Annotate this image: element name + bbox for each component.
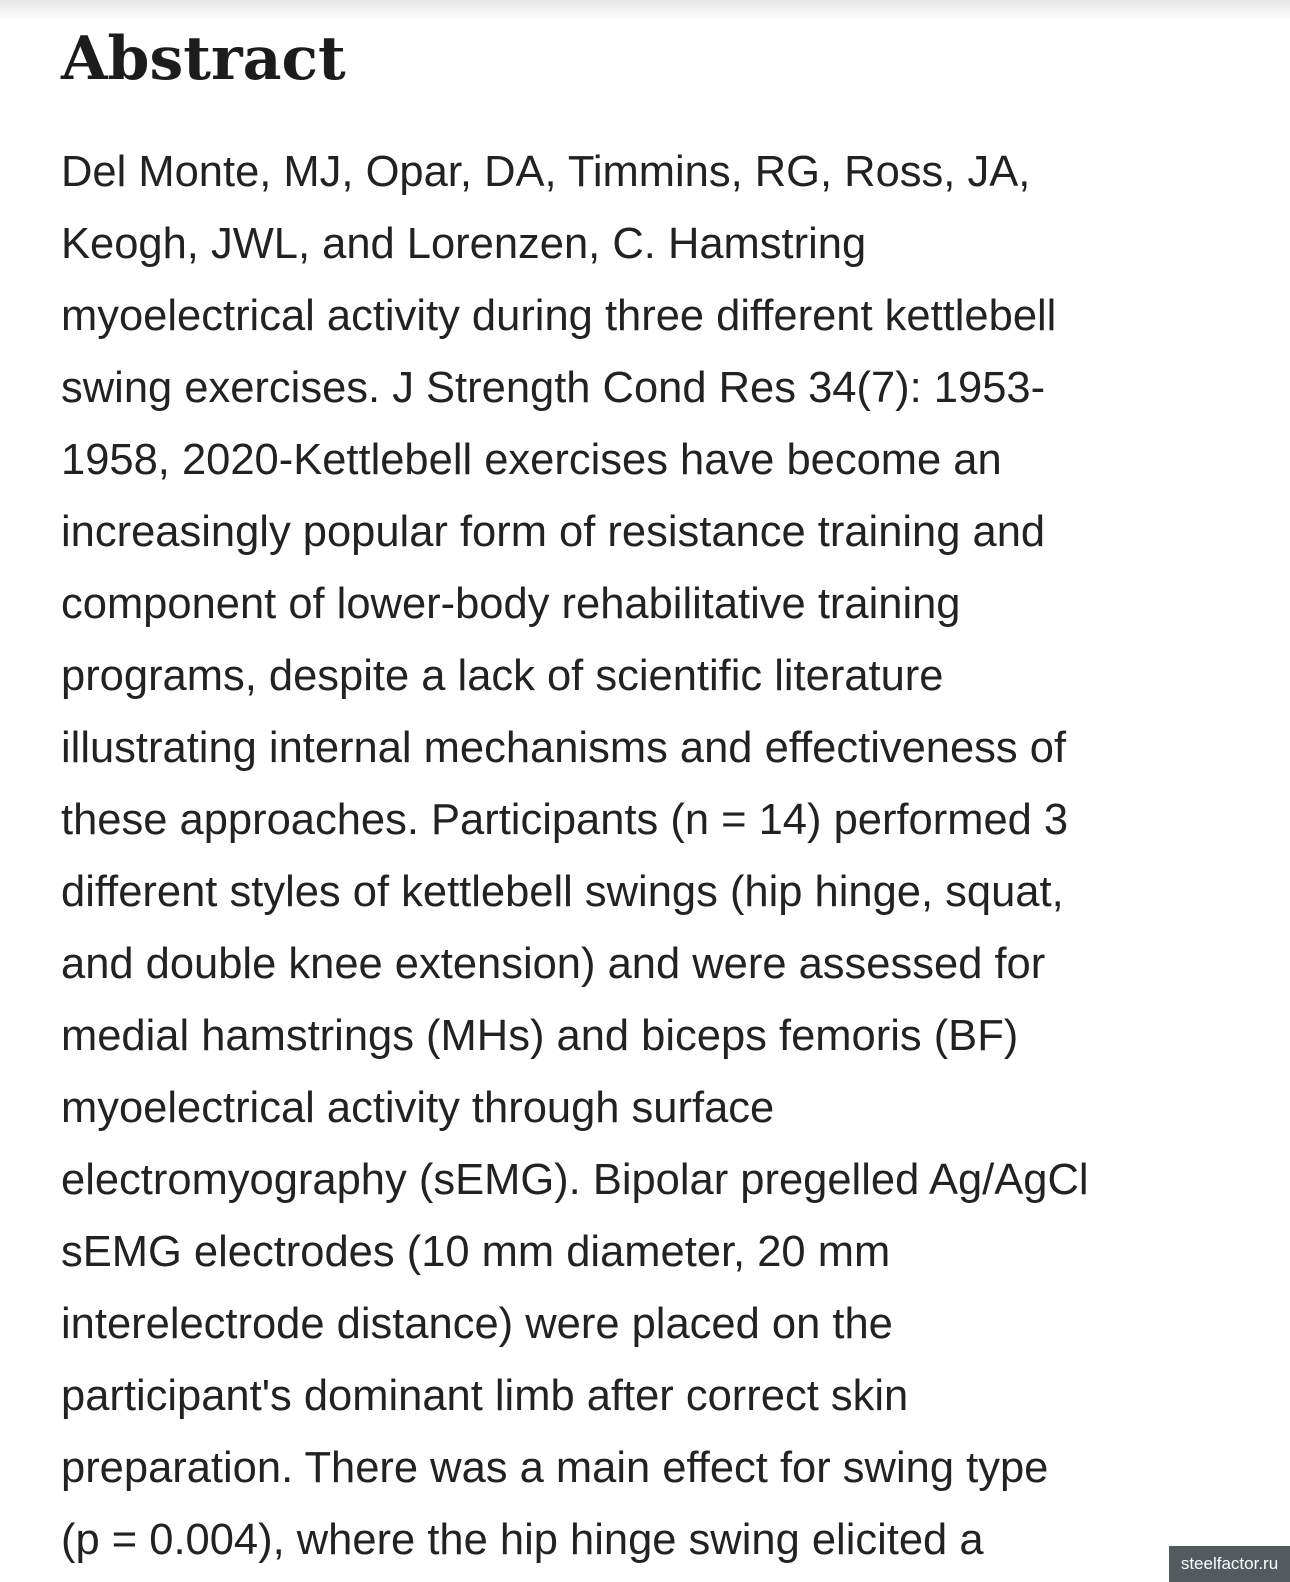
abstract-line: sEMG electrodes (10 mm diameter, 20 mm	[61, 1228, 891, 1276]
abstract-line: participant's dominant limb after correct skin	[61, 1372, 909, 1420]
abstract-text	[61, 136, 1089, 1576]
abstract-heading: Abstract	[61, 24, 346, 94]
abstract-line: Del Monte, MJ, Opar, DA, Timmins, RG, Ross, JA,	[61, 148, 1031, 196]
abstract-line: preparation. There was a main effect for swing type	[61, 1444, 1049, 1492]
abstract-line: (p = 0.004), where the hip hinge swing elicited a	[61, 1516, 984, 1564]
abstract-line: interelectrode distance) were placed on the	[61, 1300, 893, 1348]
abstract-line: 1958, 2020-Kettlebell exercises have become an	[61, 436, 1002, 484]
abstract-line: medial hamstrings (MHs) and biceps femoris (BF)	[61, 1012, 1019, 1060]
abstract-line: these approaches. Participants (n = 14) performed 3	[61, 796, 1069, 844]
abstract-line: electromyography (sEMG). Bipolar pregelled Ag/AgCl	[61, 1156, 1089, 1204]
abstract-line: and double knee extension) and were assessed for	[61, 940, 1046, 988]
abstract-line: myoelectrical activity through surface	[61, 1084, 775, 1132]
abstract-line: programs, despite a lack of scientific literature	[61, 652, 944, 700]
abstract-line: component of lower-body rehabilitative training	[61, 580, 961, 628]
watermark-label: steelfactor.ru	[1169, 1546, 1290, 1582]
abstract-line: different styles of kettlebell swings (hip hinge, squat,	[61, 868, 1064, 916]
abstract-line: Keogh, JWL, and Lorenzen, C. Hamstring	[61, 220, 867, 268]
abstract-line: increasingly popular form of resistance training and	[61, 508, 1046, 556]
abstract-line: illustrating internal mechanisms and effectiveness of	[61, 724, 1067, 772]
abstract-line: myoelectrical activity during three different kettlebell	[61, 292, 1057, 340]
abstract-line: swing exercises. J Strength Cond Res 34(7): 1953-	[61, 364, 1046, 412]
